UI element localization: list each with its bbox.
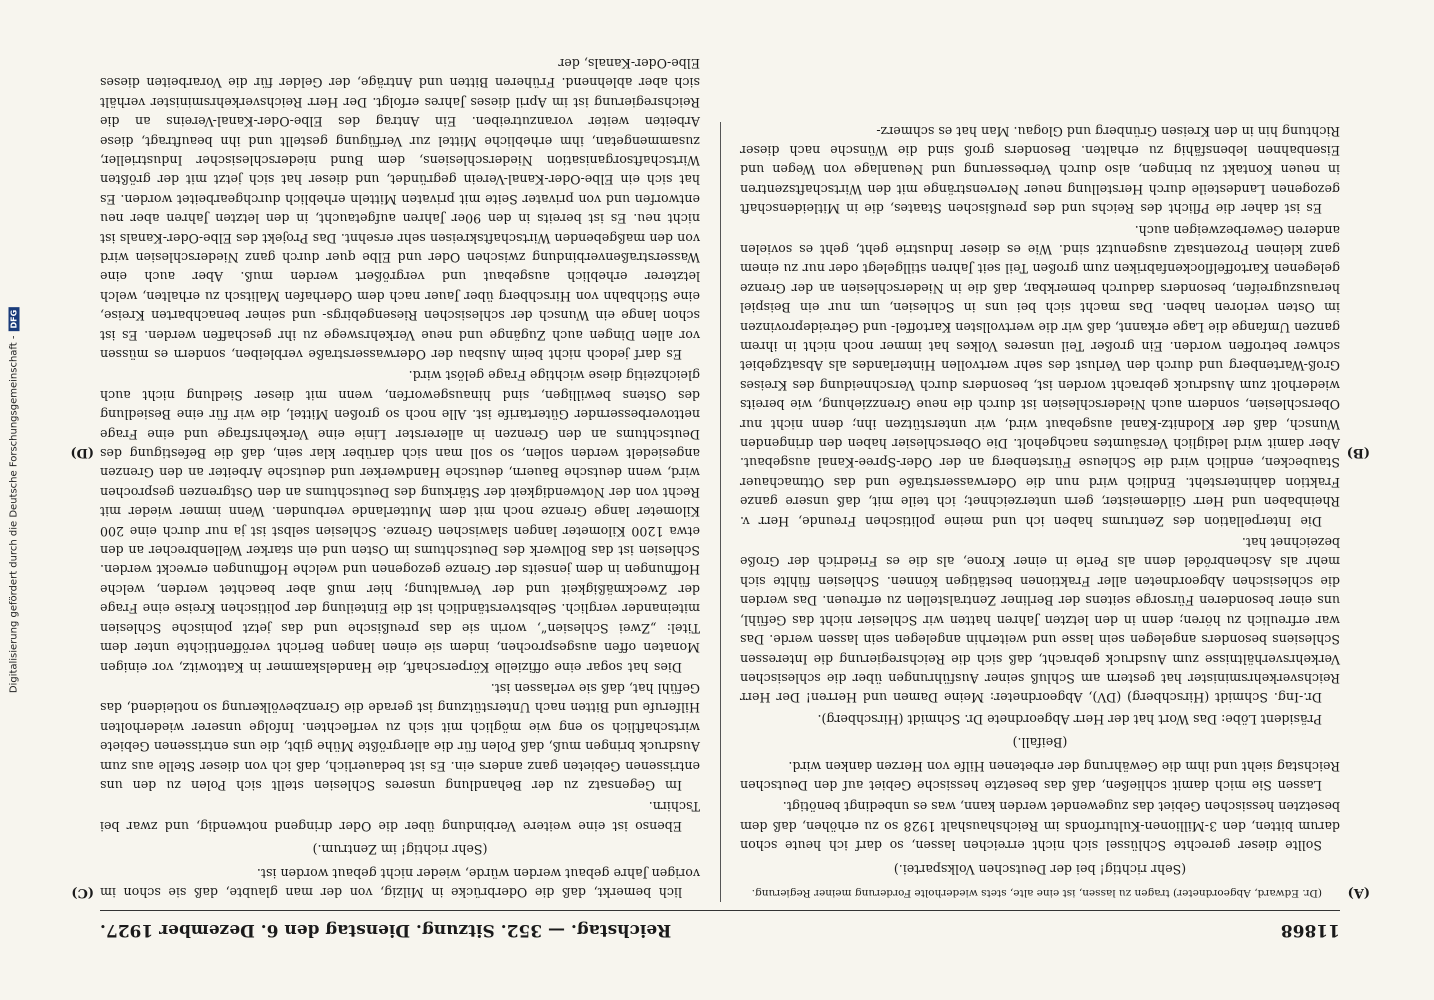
right-p1: lich bemerkt, daß die Oderbrücke in Milzig, von der man glaubte, daß sie schon im vorigen Jahre gebaut werden würde, wieder nicht gebaut worden ist. bbox=[100, 865, 700, 900]
margin-marker-a: (A) bbox=[1347, 885, 1370, 900]
left-p9: Es ist daher die Pflicht des Reichs und des preußischen Staates, die in Mitleidenschaft gezogenen Landesteile durch Herstellung neuer Nervenstränge mit den Wirtschaftszentren in neuen Kontakt zu bringen, also durch Verbesserung und Neuanlage von Wegen und Eisenbahnen lebensfähig zu erhalten. Besonders groß sind die Wünsche nach dieser Richtung hin in den Kreisen Grünberg und Glogau. Man hat es schmerz- bbox=[740, 123, 1340, 217]
left-p4: Lassen Sie mich damit schließen, daß das besetzte hessische Gebiet auf den Deutschen Reichstag sieht und ihm die Gewährung der erbetenen Hilfe von Herzen danken wird. bbox=[740, 758, 1340, 793]
right-p3: Ebenso ist eine weitere Verbindung über die Oder dringend notwendig, und zwar bei Tschirn. bbox=[100, 799, 700, 834]
left-p6: Präsident Löbe: Das Wort hat der Herr Abgeordnete Dr. Schmidt (Hirschberg). bbox=[817, 711, 1322, 727]
header-rule bbox=[100, 910, 1340, 911]
right-p6: Es darf jedoch nicht beim Ausbau der Oderwasserstraße verbleiben, sondern es müssen vor allen Dingen auch Zugänge und neue Verkehrswege zu ihr geschaffen werden. Es ist schon lange ein Wunsch der schlesischen Riesengebirgs- und seiner benachbarten Kreise, eine Stichbahn von Hirschberg über Jauer nach dem Oderhafen Malitsch zu erhalten, welch letzterer erheblich ausgebaut und vergrößert werden muß. Aber auch eine Wasserstraßenverbindung zwischen Oder und Elbe quer durch ganz Niederschlesien wird von den maßgebenden Wirtschaftskreisen sehr ersehnt. Das Projekt des Elbe-Oder-Kanals ist nicht neu. Es ist bereits in den 90er Jahren aufgetaucht, in den letzten Jahren aber neu entworfen und von privater Seite mit privaten Mitteln erheblich durchgearbeitet worden. Es hat sich ein Elbe-Oder-Kanal-Verein gegründet, und dieser hat sich jetzt mit der größten Wirtschaftsorganisation Niederschlesiens, dem Bund niederschlesischer Industrieller, zusammengetan, ihm erhebliche Mittel zur Verfügung gestellt und ihn beauftragt, diese Arbeiten weiter voranzutreiben. Ein Antrag des Elbe-Oder-Kanal-Vereins an die Reichsregierung ist im April dieses Jahres erfolgt. Der Herr Reichsverkehrsminister verhält sich aber ablehnend. Früheren Bitten und Anträge, der Gelder für die Vorarbeiten dieses Elbe-Oder-Kanals, der bbox=[100, 55, 700, 363]
left-p3: Sollte dieser gerechte Schlüssel sich nicht erreichen lassen, so darf ich heute schon darum bitten, den 3-Millionen-Kulturfonds im Reichshaushalt 1928 so zu erhöhen, daß dem besetzten hessischen Gebiet das zugewendet werden kann, was es unbedingt benötigt. bbox=[740, 799, 1340, 854]
dfg-logo: DFG bbox=[9, 307, 20, 332]
left-p8: Die Interpellation des Zentrums haben ich und meine politischen Freunde, Herr v. Rheinbaben und Herr Gildemeister, gern unterzeichnet; ich teile mit, daß unsere ganze Fraktion dahintersteht. Endlich wird nun die Oderwasserstraße und das Ottmachauer Staubecken, endlich wird die Schleuse Fürstenberg an der Oder-Spree-Kanal ausgebaut. Aber damit wird lediglich Versäumtes nachgeholt. Die Oberschlesier haben den dringenden Wunsch, daß der Klodnitz-Kanal ausgebaut wird, wir unterstützen ihn; denn nicht nur Oberschlesien, sondern auch Niederschlesien ist durch die neue Grenzziehung, wie bereits wiederholt zum Ausdruck gebracht worden ist, besonders durch Verschneidung des Kreises Groß-Wartenberg und durch den Verlust des sehr wertvollen Hinterlandes als Absatzgebiet schwer betroffen worden. Ein großer Teil unseres Volkes hat immer noch nicht in ihrem ganzen Umfange die Lage erkannt, daß wir die wertvollsten Kartoffel- und Getreideprovinzen im Osten verloren haben. Das macht sich bei uns in Schlesien, um nur ein Beispiel herauszugreifen, besonders dadurch bemerkbar, daß die in Niederschlesien an der Grenze gelegenen Kartoffelflockenfabriken zum großen Teil seit Jahren stillgelegt oder nur zu einem ganz kleinen Prozentsatz ausgenutzt sind. Wie es dieser Industrie geht, geht es sovielen anderen Gewerbezweigen auch. bbox=[740, 222, 1340, 529]
left-column bbox=[740, 122, 1340, 902]
right-column bbox=[100, 55, 700, 902]
left-p2: (Sehr richtig! bei der Deutschen Volkspartei.) bbox=[893, 861, 1187, 877]
right-p5: Dies hat sogar eine offizielle Körperschaft, die Handelskammer in Kattowitz, vor einigen Monaten offen ausgesprochen, indem sie einen langen Bericht veröffentlichte unter dem Titel: „Zwei Schlesien“, worin sie das preußische und das jetzt polnische Schlesien miteinander verglich. Selbstverständlich ist die Einteilung der politischen Kreise eine Frage der Zweckmäßigkeit und der Verwaltung; hier muß aber beachtet werden, welche Hoffnungen in dem jenseits der Grenze gezogenen und welche Hoffnungen erweckt werden. Schlesien ist das Bollwerk des Deutschtums im Osten und ein starker Wellenbrecher an den etwa 1200 Kilometer langen slawischen Grenze. Schlesien selbst ist ja nur durch eine 200 Kilometer lange Grenze noch mit dem Mutterlande verbunden. Wenn immer wieder mit Recht von der Notwendigkeit der Stärkung des Deutschtums an den Ostgrenzen gesprochen wird, wenn deutsche Bauern, deutsche Handwerker und deutsche Arbeiter an den Grenzen angesiedelt werden sollen, so soll man sich darüber klar sein, daß die Befestigung des Deutschtums an den Grenzen in allererster Linie eine Verkehrsfrage und eine Frage nettoverbessernder Gütertarife ist. Alle noch so großen Mittel, die wir für eine Besiedlung des Ostens bewilligen, sind hinausgeworfen, wenn mit dieser Siedlung nicht auch gleichzeitig diese wichtige Frage gelöst wird. bbox=[100, 368, 700, 675]
margin-marker-b: (B) bbox=[1346, 445, 1370, 460]
credit-text: Digitalisierung gefördert durch die Deutsche Forschungsgemeinschaft - bbox=[8, 335, 20, 694]
right-p4: Im Gegensatz zu der Behandlung unseres Schlesien stellt sich Polen zu den uns entrissenen Gebieten ganz anders ein. Es ist bedauerlich, daß ich von dieser Stelle aus zum Ausdruck bringen muß, daß Polen für die allergrößte Mühe gibt, die uns entrissenen Gebiete wirtschaftlich so eng wie möglich mit sich zu verflechten. Infolge unserer wiederholten Hilferufe und Bitten nach Unterstützung ist gerade die Grenzbevölkerung so notleidend, das Gefühl hat, daß sie verlassen ist. bbox=[100, 680, 700, 793]
left-p5: (Beifall.) bbox=[1012, 735, 1068, 751]
digitization-credit bbox=[2, 0, 26, 1000]
rotated-content bbox=[70, 55, 1370, 940]
left-p1: (Dr. Edward, Abgeordneter) tragen zu lassen, ist eine alte, stets wiederholte Forderung meiner Regierung. bbox=[751, 887, 1322, 899]
column-divider bbox=[720, 122, 721, 902]
right-p2: (Sehr richtig! im Zentrum.) bbox=[312, 842, 488, 858]
page-title: Reichstag. — 352. Sitzung. Dienstag den 6. Dezember 1927. bbox=[100, 920, 672, 940]
page-header bbox=[100, 916, 1340, 940]
left-p7: Dr.-Ing. Schmidt (Hirschberg) (DV), Abgeordneter: Meine Damen und Herren! Der Herr Reichsverkehrsminister hat gestern am Schluß seiner Ausführungen über die schlesischen Verkehrsverhältnisse zum Ausdruck gebracht, daß sich die Reichsregierung die Interessen Schlesiens besonders angelegen sein lasse und weiterhin angelegen sein lassen werde. Das war erfreulich zu hören; denn in den letzten Jahren hatten wir Schlesier nicht das Gefühl, uns einer besonderen Fürsorge seitens der Berliner Zentralstellen zu erfreuen. Das werden die schlesischen Abgeordneten aller Fraktionen bestätigen können. Schlesien fühlte sich mehr als Aschenbrödel denn als Perle in einer Krone, als die es Friedrich der Große bezeichnet hat. bbox=[740, 535, 1340, 706]
margin-marker-c: (C) bbox=[71, 885, 94, 900]
margin-marker-d: (D) bbox=[70, 445, 94, 460]
page-number: 11868 bbox=[1280, 920, 1340, 940]
